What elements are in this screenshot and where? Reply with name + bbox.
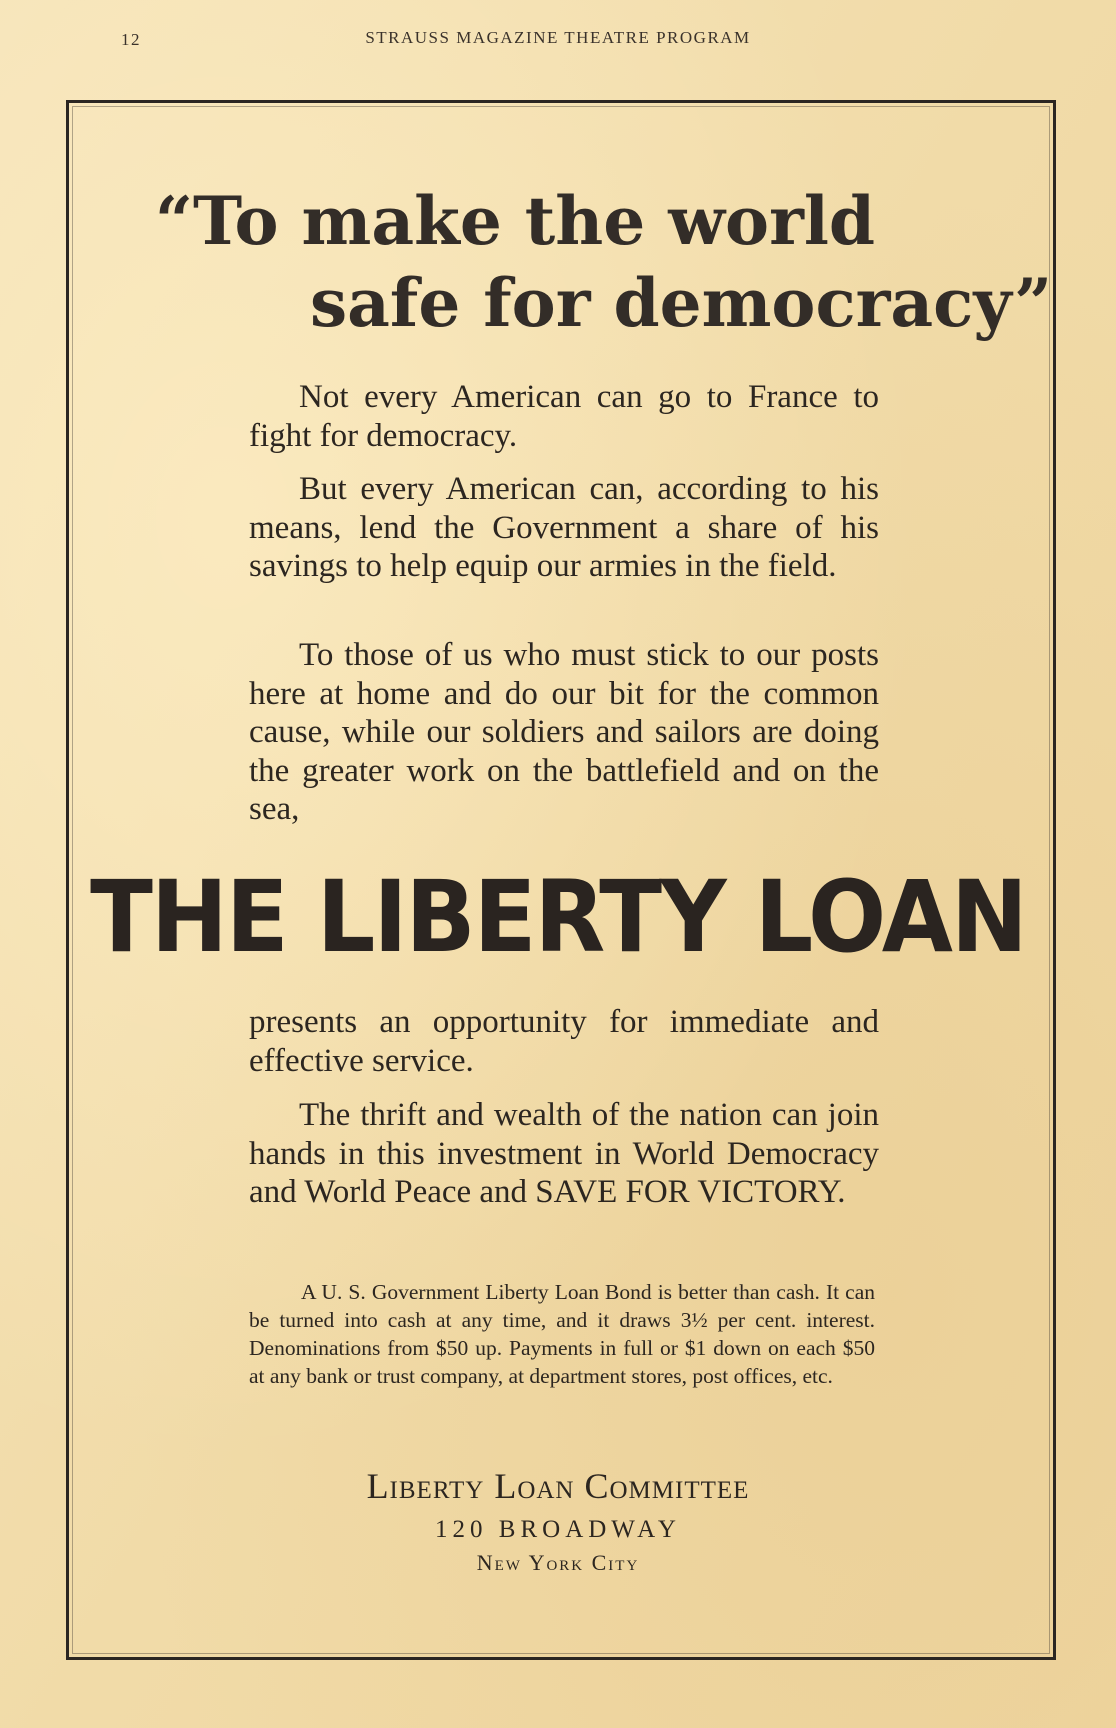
committee-city: New York City (476, 1550, 640, 1575)
headline-line-1: “To make the world (155, 182, 876, 260)
paragraph-3 (249, 636, 879, 829)
paragraph-5 (249, 1096, 879, 1212)
headline-line-2: safe for democracy” (310, 264, 1053, 342)
committee-address: 120 BROADWAY (435, 1516, 681, 1543)
paragraph-2-text: But every American can, according to his means, lend the Government a share of his savings to help equip our armies in the field. (249, 471, 879, 584)
page-number: 12 (121, 30, 141, 49)
running-title: STRAUSS MAGAZINE THEATRE PROGRAM (365, 28, 751, 47)
paragraph-4 (249, 1003, 879, 1080)
paragraph-1 (249, 378, 879, 455)
paragraph-5-text: The thrift and wealth of the nation can join hands in this investment in World Democracy and World Peace and SAVE FOR VICTORY. (249, 1097, 879, 1210)
page-header (0, 26, 1116, 52)
paragraph-3-text: To those of us who must stick to our posts here at home and do our bit for the common cause, while our soldiers and sailors are doing the greater work on the battlefield and on the sea, (249, 637, 879, 827)
fine-print (249, 1278, 875, 1390)
paragraph-4-text: presents an opportunity for immediate and effective service. (249, 1004, 879, 1079)
fine-print-text: A U. S. Government Liberty Loan Bond is better than cash. It can be turned into cash at any time, and it draws 3½ per cent. interest. Denominations from $50 up. Payments in full or $1 down on each $50 at any bank or trust company, at department stores, post offices, etc. (249, 1280, 875, 1388)
paragraph-2 (249, 470, 879, 586)
paragraph-1-text: Not every American can go to France to fight for democracy. (249, 379, 879, 454)
committee-name: Liberty Loan Committee (366, 1466, 750, 1506)
liberty-loan-banner: THE LIBERTY LOAN (90, 859, 1026, 975)
